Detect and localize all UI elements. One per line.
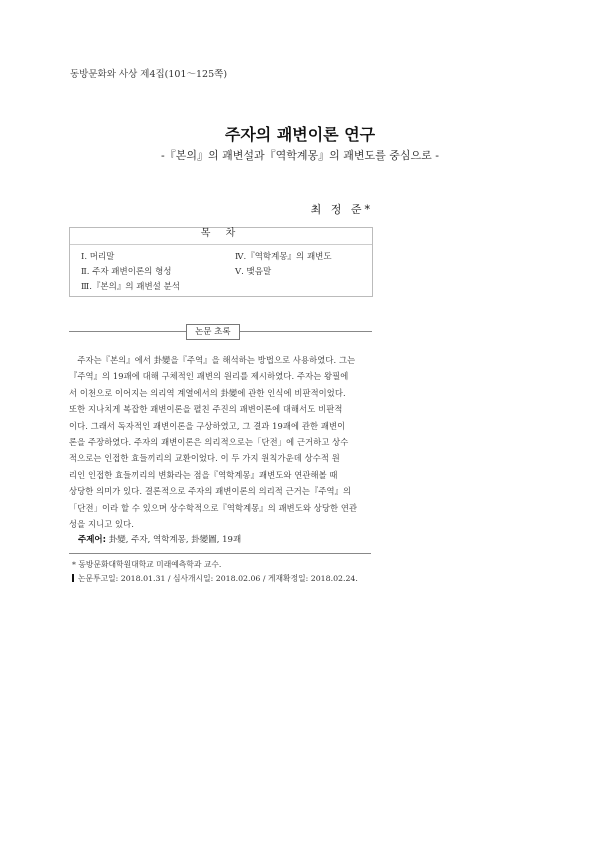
table-of-contents xyxy=(69,227,373,297)
toc-item: Ⅱ. 주자 괘변이론의 형성 xyxy=(81,267,172,277)
abstract-line: 리인 인접한 효들끼리의 변화라는 점을『역학계몽』괘변도와 연관해볼 때 xyxy=(69,469,338,480)
abstract-line: 적으로는 인접한 효들끼리의 교환이었다. 이 두 가지 원칙가운데 상수적 원 xyxy=(69,453,340,464)
abstract-line: 상당한 의미가 있다. 결론적으로 주자의 괘변이론의 의리적 근거는『주역』의 xyxy=(69,486,352,497)
abstract-label: 논문 초록 xyxy=(186,324,240,340)
keywords-text: 卦變, 주자, 역학계몽, 卦變圖, 19괘 xyxy=(106,535,242,545)
toc-column-right xyxy=(235,250,332,280)
paper-title: 주자의 괘변이론 연구 xyxy=(224,125,376,144)
abstract-line: 성을 지니고 있다. xyxy=(69,519,135,530)
paper-subtitle: -『본의』의 괘변설과『역학계몽』의 괘변도를 중심으로 - xyxy=(161,149,439,162)
toc-item: Ⅰ. 머리말 xyxy=(81,252,115,262)
abstract-line: 주자는『본의』에서 卦變을『주역』을 해석하는 방법으로 사용하였다. 그는 xyxy=(69,355,356,365)
abstract-line: 또한 지나치게 복잡한 괘변이론을 펼친 주진의 괘변이론에 대해서도 비판적 xyxy=(69,404,343,415)
abstract-line: 『주역』의 19괘에 대해 구체적인 괘변의 원리를 제시하였다. 주자는 왕필에 xyxy=(69,371,349,382)
toc-heading: 목 차 xyxy=(193,228,250,239)
abstract-body xyxy=(69,352,372,532)
toc-divider xyxy=(70,244,372,245)
toc-heading-wrap xyxy=(70,221,372,240)
toc-item: Ⅲ.『본의』의 괘변설 분석 xyxy=(81,282,180,292)
author-name: 최 정 준* xyxy=(310,203,373,216)
journal-reference: 동방문화와 사상 제4집(101～125쪽) xyxy=(70,69,228,80)
footnote-bar-marker xyxy=(72,574,74,582)
footnote-dates: 논문투고일: 2018.01.31 / 심사개시일: 2018.02.06 / 게재확정일: 2018.02.24. xyxy=(78,574,358,583)
keywords xyxy=(78,533,241,545)
abstract-line: 서 이천으로 이어지는 의리역 계열에서의 卦變에 관한 인식에 비판적이었다. xyxy=(69,387,346,398)
keywords-label: 주제어: xyxy=(78,535,107,545)
toc-item: Ⅴ. 맺음말 xyxy=(235,267,272,277)
footnote-affiliation: * 동방문화대학원대학교 미래예측학과 교수. xyxy=(72,560,222,569)
abstract-line: 론을 주장하였다. 주자의 괘변이론은 의리적으로는「단전」에 근거하고 상수 xyxy=(69,437,349,448)
abstract-line: 이다. 그래서 독자적인 괘변이론을 구상하였고, 그 결과 19괘에 관한 괘변이 xyxy=(69,420,346,431)
toc-column-left xyxy=(81,250,180,295)
toc-item: Ⅳ.『역학계몽』의 괘변도 xyxy=(235,252,332,262)
footnote-divider xyxy=(69,553,371,554)
footnote-dates-row xyxy=(72,573,358,584)
abstract-line: 「단전」이라 할 수 있으며 상수학적으로『역학계몽』의 괘변도와 상당한 연관 xyxy=(69,502,358,513)
